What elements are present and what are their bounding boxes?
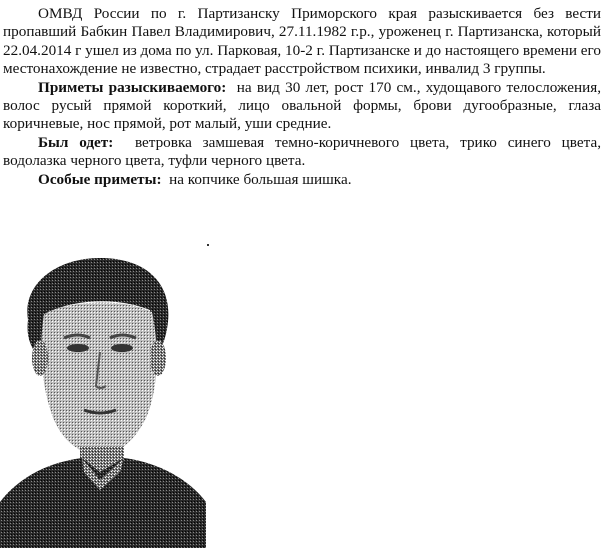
- notice-intro-text: ОМВД России по г. Партизанску Приморского края разыскивается без вести пропавший Бабкин Павел Владимирович, 27.11.1982 г.р., уроженец г. Партизанска, который 22.04.2014 г ушел из дома по ул. Парковая, 10-2 г. Партизанске и до настоящего времени его местонахождение не известно, страдает расстройством психики, инвалид 3 группы.: [3, 5, 601, 78]
- special-signs-text: на копчике большая шишка.: [169, 170, 352, 188]
- signs-text: на вид 30 лет, рост 170 см., худощавого телосложения, волос русый прямой короткий, лицо овальной формы, брови дугообразные, глаза коричневые, нос прямой, рот малый, уши средние.: [3, 78, 601, 133]
- notice-intro-paragraph: [3, 5, 601, 79]
- person-photo-icon: [0, 240, 206, 548]
- stray-dot: [207, 244, 209, 246]
- clothing-label: Был одет:: [38, 133, 114, 151]
- signs-paragraph: [3, 79, 601, 134]
- clothing-text: ветровка замшевая темно-коричневого цвета, трико синего цвета, водолазка черного цвета, туфли черного цвета.: [3, 133, 601, 170]
- missing-person-photo: [0, 240, 206, 548]
- signs-label: Приметы разыскиваемого:: [38, 78, 227, 96]
- missing-person-notice: [3, 5, 601, 189]
- clothing-paragraph: [3, 134, 601, 171]
- special-signs-paragraph: [3, 171, 601, 189]
- special-signs-label: Особые приметы:: [38, 170, 162, 188]
